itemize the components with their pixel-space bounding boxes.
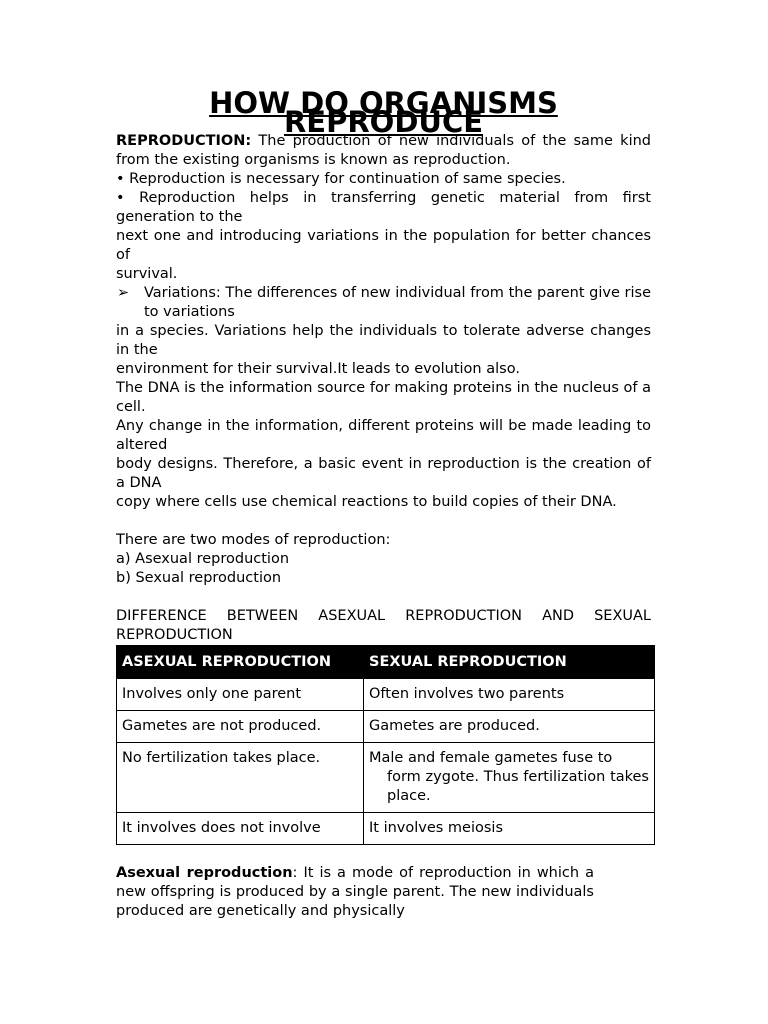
table-row <box>117 813 655 845</box>
bullet-genetic-line2: next one and introducing variations in the population for better chances of <box>116 228 651 263</box>
asexual-definition <box>116 864 594 921</box>
table-cell: Often involves two parents <box>364 679 655 711</box>
difference-heading: DIFFERENCE BETWEEN ASEXUAL REPRODUCTION AND SEXUAL REPRODUCTION <box>116 608 651 643</box>
table-header-asexual: ASEXUAL REPRODUCTION <box>117 646 364 679</box>
variations-line2: in a species. Variations help the individuals to tolerate adverse changes in the <box>116 323 651 358</box>
asexual-label: Asexual reproduction <box>116 865 293 881</box>
table-header-row <box>117 646 655 679</box>
table-row <box>117 743 655 813</box>
table-cell: Gametes are produced. <box>364 711 655 743</box>
bullet-continuation: • Reproduction is necessary for continuation of same species. <box>116 171 566 187</box>
mode-sexual: b) Sexual reproduction <box>116 570 282 586</box>
table-row <box>117 711 655 743</box>
arrow-bullet-icon: ➢ <box>117 285 130 301</box>
table-cell: It involves meiosis <box>364 813 655 845</box>
table-cell-line2: form zygote. Thus fertilization takes place. <box>387 769 649 804</box>
reproduction-text: The production of new individuals of the same kind from the existing organisms is known as reproduction. <box>116 133 651 168</box>
bullet-genetic-line3: survival. <box>116 266 178 282</box>
dna-line3: body designs. Therefore, a basic event in reproduction is the creation of a DNA <box>116 456 651 491</box>
table-cell: Involves only one parent <box>117 679 364 711</box>
modes-heading: There are two modes of reproduction: <box>116 532 391 548</box>
difference-table <box>116 645 655 845</box>
bullet-genetic-line1: • Reproduction helps in transferring genetic material from first generation to the <box>116 190 651 225</box>
page-title: HOW DO ORGANISMS REPRODUCE <box>209 86 558 139</box>
reproduction-label: REPRODUCTION: <box>116 133 252 149</box>
variations-item <box>116 284 651 322</box>
table-cell: Gametes are not produced. <box>117 711 364 743</box>
table-header-sexual: SEXUAL REPRODUCTION <box>364 646 655 679</box>
dna-line2: Any change in the information, different proteins will be made leading to altered <box>116 418 651 453</box>
mode-asexual: a) Asexual reproduction <box>116 551 290 567</box>
dna-line4: copy where cells use chemical reactions to build copies of their DNA. <box>116 494 617 510</box>
dna-line1: The DNA is the information source for making proteins in the nucleus of a cell. <box>116 380 651 415</box>
table-cell: It involves does not involve <box>117 813 364 845</box>
asexual-text: : It is a mode of reproduction in which a new offspring is produced by a single parent. The new individuals produced are genetically and physically <box>116 865 594 919</box>
table-cell: No fertilization takes place. <box>117 743 364 813</box>
document-body <box>116 86 651 921</box>
reproduction-definition <box>116 132 651 170</box>
variations-line3: environment for their survival.It leads to evolution also. <box>116 361 520 377</box>
table-cell-line1: Male and female gametes fuse to <box>369 750 613 766</box>
variations-text: Variations: The differences of new individual from the parent give rise to variations <box>144 285 651 320</box>
table-row <box>117 679 655 711</box>
table-cell <box>364 743 655 813</box>
